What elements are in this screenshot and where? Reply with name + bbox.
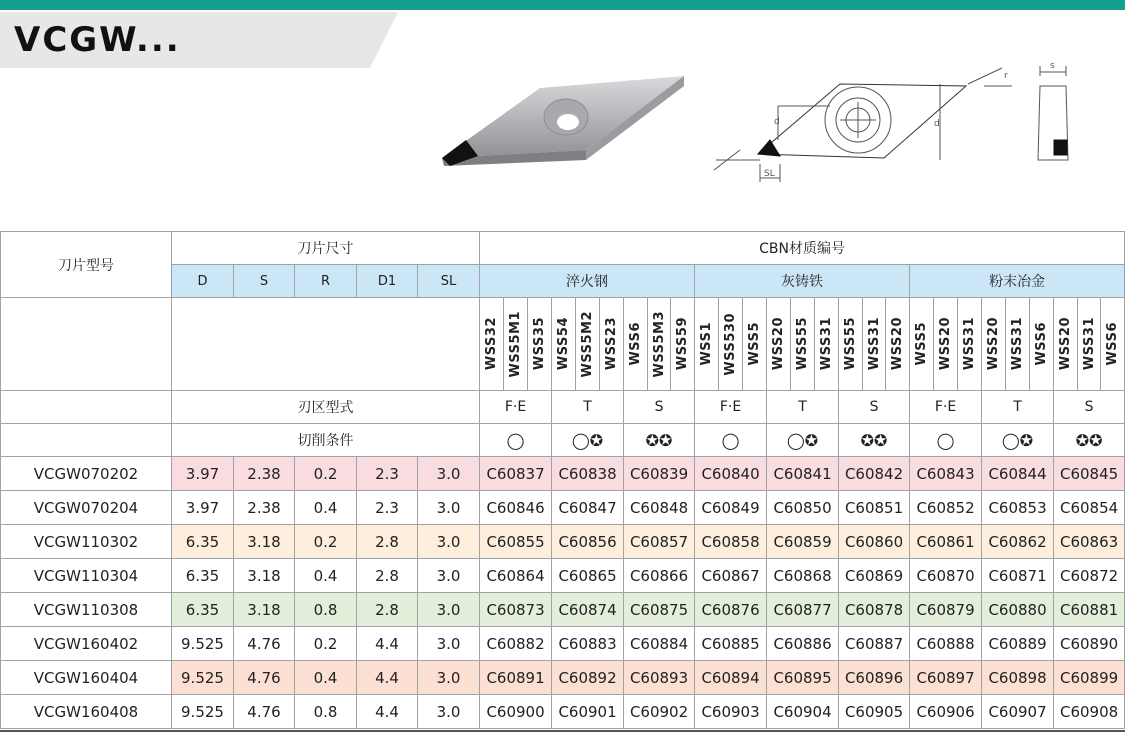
model-cell: VCGW160404 <box>1 661 172 695</box>
grade-label: WSS31 <box>866 317 882 371</box>
grade-label: WSS6 <box>1034 322 1050 366</box>
product-code-cell: C60868 <box>767 559 839 593</box>
product-code-cell: C60854 <box>1054 491 1125 525</box>
grade-label: WSS32 <box>484 317 500 371</box>
grade-label: WSS23 <box>604 317 620 371</box>
product-code-cell: C60881 <box>1054 593 1125 627</box>
dimension-cell: 2.3 <box>357 491 418 525</box>
edge-type-cell: T <box>552 391 624 424</box>
grade-label: WSS530 <box>723 312 739 376</box>
product-code-cell: C60864 <box>480 559 552 593</box>
dimension-cell: 4.4 <box>357 627 418 661</box>
product-code-cell: C60856 <box>552 525 624 559</box>
dimension-cell: 0.2 <box>295 525 357 559</box>
product-code-cell: C60906 <box>910 695 982 729</box>
product-code-cell: C60840 <box>695 457 767 491</box>
insert-3d-image <box>442 76 684 166</box>
product-code-cell: C60882 <box>480 627 552 661</box>
dimension-cell: 2.3 <box>357 457 418 491</box>
dimension-cell: 0.4 <box>295 491 357 525</box>
edge-type-cell: T <box>982 391 1054 424</box>
product-code-cell: C60908 <box>1054 695 1125 729</box>
edge-type-cell: S <box>839 391 910 424</box>
product-code-cell: C60861 <box>910 525 982 559</box>
dimension-cell: 0.2 <box>295 627 357 661</box>
grade-label: WSS35 <box>532 317 548 371</box>
material-gray-cast-iron: 灰铸铁 <box>695 265 910 298</box>
product-code-cell: C60843 <box>910 457 982 491</box>
product-code-cell: C60871 <box>982 559 1054 593</box>
grade-label: WSS55 <box>842 317 858 371</box>
dim-col-sl: SL <box>418 265 480 298</box>
grade-label: WSS20 <box>890 317 906 371</box>
model-cell: VCGW070202 <box>1 457 172 491</box>
cutting-condition-icon: ◯✪ <box>767 424 839 457</box>
blank-cell <box>1 424 172 457</box>
grade-label: WSS55 <box>795 317 811 371</box>
product-code-cell: C60857 <box>624 525 695 559</box>
dimension-cell: 9.525 <box>172 661 234 695</box>
cutting-condition-label: 切削条件 <box>172 424 480 457</box>
grade-label: WSS31 <box>1010 317 1026 371</box>
dimension-cell: 3.18 <box>234 525 295 559</box>
product-code-cell: C60887 <box>839 627 910 661</box>
blank-cell <box>172 298 480 391</box>
dimension-cell: 3.18 <box>234 593 295 627</box>
product-code-cell: C60873 <box>480 593 552 627</box>
material-powder-metal: 粉末冶金 <box>910 265 1125 298</box>
table-row <box>1 559 1125 593</box>
cutting-condition-icon: ✪✪ <box>839 424 910 457</box>
blank-cell <box>1 391 172 424</box>
product-code-cell: C60890 <box>1054 627 1125 661</box>
product-code-cell: C60885 <box>695 627 767 661</box>
model-cell: VCGW160402 <box>1 627 172 661</box>
grade-label: WSS1 <box>699 322 715 366</box>
product-code-cell: C60886 <box>767 627 839 661</box>
edge-type-label: 刃区型式 <box>172 391 480 424</box>
grade-group-cell <box>480 298 552 391</box>
grade-label: WSS20 <box>986 317 1002 371</box>
product-code-cell: C60905 <box>839 695 910 729</box>
product-code-cell: C60883 <box>552 627 624 661</box>
grade-group-cell <box>624 298 695 391</box>
product-code-cell: C60878 <box>839 593 910 627</box>
product-code-cell: C60874 <box>552 593 624 627</box>
model-cell: VCGW110308 <box>1 593 172 627</box>
product-code-cell: C60842 <box>839 457 910 491</box>
grade-group-cell <box>839 298 910 391</box>
dimension-cell: 2.8 <box>357 593 418 627</box>
page-title: VCGW... <box>14 20 181 60</box>
model-header: 刀片型号 <box>1 232 172 298</box>
product-code-cell: C60893 <box>624 661 695 695</box>
product-code-cell: C60863 <box>1054 525 1125 559</box>
dimension-cell: 3.97 <box>172 491 234 525</box>
dimension-cell: 9.525 <box>172 627 234 661</box>
product-code-cell: C60866 <box>624 559 695 593</box>
grade-label: WSS6 <box>627 322 643 366</box>
product-code-cell: C60870 <box>910 559 982 593</box>
grade-label: WSS54 <box>556 317 572 371</box>
grade-label: WSS5M2 <box>580 310 596 378</box>
grade-label: WSS59 <box>675 317 691 371</box>
product-code-cell: C60889 <box>982 627 1054 661</box>
product-code-cell: C60860 <box>839 525 910 559</box>
material-hardened-steel: 淬火钢 <box>480 265 695 298</box>
cutting-condition-icon: ◯ <box>695 424 767 457</box>
grade-label: WSS20 <box>771 317 787 371</box>
specification-table <box>0 231 1125 729</box>
product-code-cell: C60844 <box>982 457 1054 491</box>
blank-cell <box>1 298 172 391</box>
edge-type-cell: F·E <box>695 391 767 424</box>
cutting-condition-icon: ✪✪ <box>624 424 695 457</box>
product-code-cell: C60850 <box>767 491 839 525</box>
dimension-cell: 3.18 <box>234 559 295 593</box>
dim-col-d1: D1 <box>357 265 418 298</box>
table-row <box>1 491 1125 525</box>
product-code-cell: C60904 <box>767 695 839 729</box>
insert-side-view <box>1038 66 1068 160</box>
dim-label-r: r <box>1004 71 1008 81</box>
dimension-cell: 3.97 <box>172 457 234 491</box>
dimension-cell: 4.76 <box>234 627 295 661</box>
product-code-cell: C60867 <box>695 559 767 593</box>
product-code-cell: C60865 <box>552 559 624 593</box>
table-row <box>1 457 1125 491</box>
product-code-cell: C60858 <box>695 525 767 559</box>
product-code-cell: C60837 <box>480 457 552 491</box>
dimension-cell: 0.4 <box>295 559 357 593</box>
product-code-cell: C60880 <box>982 593 1054 627</box>
product-code-cell: C60872 <box>1054 559 1125 593</box>
dim-label-s: s <box>1050 61 1055 71</box>
model-cell: VCGW110302 <box>1 525 172 559</box>
product-code-cell: C60875 <box>624 593 695 627</box>
dimension-cell: 4.76 <box>234 695 295 729</box>
dimension-cell: 2.8 <box>357 559 418 593</box>
edge-type-cell: S <box>1054 391 1125 424</box>
cutting-condition-icon: ◯ <box>480 424 552 457</box>
dimension-cell: 6.35 <box>172 525 234 559</box>
dim-col-s: S <box>234 265 295 298</box>
product-code-cell: C60902 <box>624 695 695 729</box>
grade-label: WSS5M3 <box>651 310 667 378</box>
insert-technical-drawing <box>714 68 1012 182</box>
product-code-cell: C60903 <box>695 695 767 729</box>
product-code-cell: C60888 <box>910 627 982 661</box>
product-code-cell: C60877 <box>767 593 839 627</box>
cutting-condition-icon: ✪✪ <box>1054 424 1125 457</box>
dim-col-d: D <box>172 265 234 298</box>
dim-col-r: R <box>295 265 357 298</box>
product-code-cell: C60894 <box>695 661 767 695</box>
grade-group-cell <box>982 298 1054 391</box>
model-cell: VCGW160408 <box>1 695 172 729</box>
edge-type-cell: S <box>624 391 695 424</box>
product-code-cell: C60849 <box>695 491 767 525</box>
product-code-cell: C60862 <box>982 525 1054 559</box>
table-row <box>1 593 1125 627</box>
dimension-cell: 4.4 <box>357 661 418 695</box>
dimension-cell: 0.2 <box>295 457 357 491</box>
product-code-cell: C60851 <box>839 491 910 525</box>
product-code-cell: C60869 <box>839 559 910 593</box>
product-code-cell: C60853 <box>982 491 1054 525</box>
table-row <box>1 661 1125 695</box>
product-code-cell: C60845 <box>1054 457 1125 491</box>
dimension-cell: 3.0 <box>418 695 480 729</box>
dimension-cell: 9.525 <box>172 695 234 729</box>
dim-label-d2: d <box>934 119 940 129</box>
grade-group-cell <box>695 298 767 391</box>
dimension-cell: 3.0 <box>418 627 480 661</box>
bottom-rule <box>0 730 1125 732</box>
product-code-cell: C60896 <box>839 661 910 695</box>
edge-type-cell: F·E <box>480 391 552 424</box>
product-code-cell: C60898 <box>982 661 1054 695</box>
product-code-cell: C60892 <box>552 661 624 695</box>
insert-illustrations <box>0 0 1125 230</box>
dimension-cell: 4.76 <box>234 661 295 695</box>
dims-header: 刀片尺寸 <box>172 232 480 265</box>
model-cell: VCGW070204 <box>1 491 172 525</box>
dimension-cell: 0.4 <box>295 661 357 695</box>
product-code-cell: C60907 <box>982 695 1054 729</box>
grade-label: WSS6 <box>1105 322 1121 366</box>
dimension-cell: 2.38 <box>234 491 295 525</box>
dim-label-sl: SL <box>764 169 775 179</box>
product-code-cell: C60879 <box>910 593 982 627</box>
product-code-cell: C60895 <box>767 661 839 695</box>
grade-label: WSS5 <box>914 322 930 366</box>
grade-label: WSS31 <box>1081 317 1097 371</box>
dimension-cell: 3.0 <box>418 559 480 593</box>
product-code-cell: C60839 <box>624 457 695 491</box>
model-cell: VCGW110304 <box>1 559 172 593</box>
product-code-cell: C60859 <box>767 525 839 559</box>
dimension-cell: 4.4 <box>357 695 418 729</box>
table-row <box>1 627 1125 661</box>
grade-label: WSS20 <box>938 317 954 371</box>
product-code-cell: C60876 <box>695 593 767 627</box>
dimension-cell: 3.0 <box>418 491 480 525</box>
dimension-cell: 2.38 <box>234 457 295 491</box>
product-code-cell: C60897 <box>910 661 982 695</box>
product-code-cell: C60847 <box>552 491 624 525</box>
product-code-cell: C60838 <box>552 457 624 491</box>
dim-label-d1: d <box>774 117 780 127</box>
dimension-cell: 6.35 <box>172 559 234 593</box>
dimension-cell: 2.8 <box>357 525 418 559</box>
grade-label: WSS5M1 <box>508 310 524 378</box>
grade-label: WSS5 <box>747 322 763 366</box>
product-code-cell: C60899 <box>1054 661 1125 695</box>
product-code-cell: C60900 <box>480 695 552 729</box>
dimension-cell: 0.8 <box>295 593 357 627</box>
product-code-cell: C60852 <box>910 491 982 525</box>
dimension-cell: 3.0 <box>418 525 480 559</box>
dimension-cell: 6.35 <box>172 593 234 627</box>
grade-group-cell <box>910 298 982 391</box>
grade-label: WSS20 <box>1057 317 1073 371</box>
product-code-cell: C60884 <box>624 627 695 661</box>
grade-label: WSS31 <box>819 317 835 371</box>
product-code-cell: C60901 <box>552 695 624 729</box>
grade-group-cell <box>552 298 624 391</box>
grade-group-cell <box>767 298 839 391</box>
cutting-condition-icon: ◯✪ <box>552 424 624 457</box>
dimension-cell: 0.8 <box>295 695 357 729</box>
product-code-cell: C60846 <box>480 491 552 525</box>
cbn-header: CBN材质编号 <box>480 232 1125 265</box>
table-row <box>1 695 1125 729</box>
table-row <box>1 525 1125 559</box>
dimension-cell: 3.0 <box>418 593 480 627</box>
product-code-cell: C60891 <box>480 661 552 695</box>
cutting-condition-icon: ◯ <box>910 424 982 457</box>
product-code-cell: C60855 <box>480 525 552 559</box>
dimension-cell: 3.0 <box>418 457 480 491</box>
grade-group-cell <box>1054 298 1125 391</box>
dimension-cell: 3.0 <box>418 661 480 695</box>
grade-label: WSS31 <box>962 317 978 371</box>
cutting-condition-icon: ◯✪ <box>982 424 1054 457</box>
edge-type-cell: T <box>767 391 839 424</box>
product-code-cell: C60848 <box>624 491 695 525</box>
edge-type-cell: F·E <box>910 391 982 424</box>
product-code-cell: C60841 <box>767 457 839 491</box>
